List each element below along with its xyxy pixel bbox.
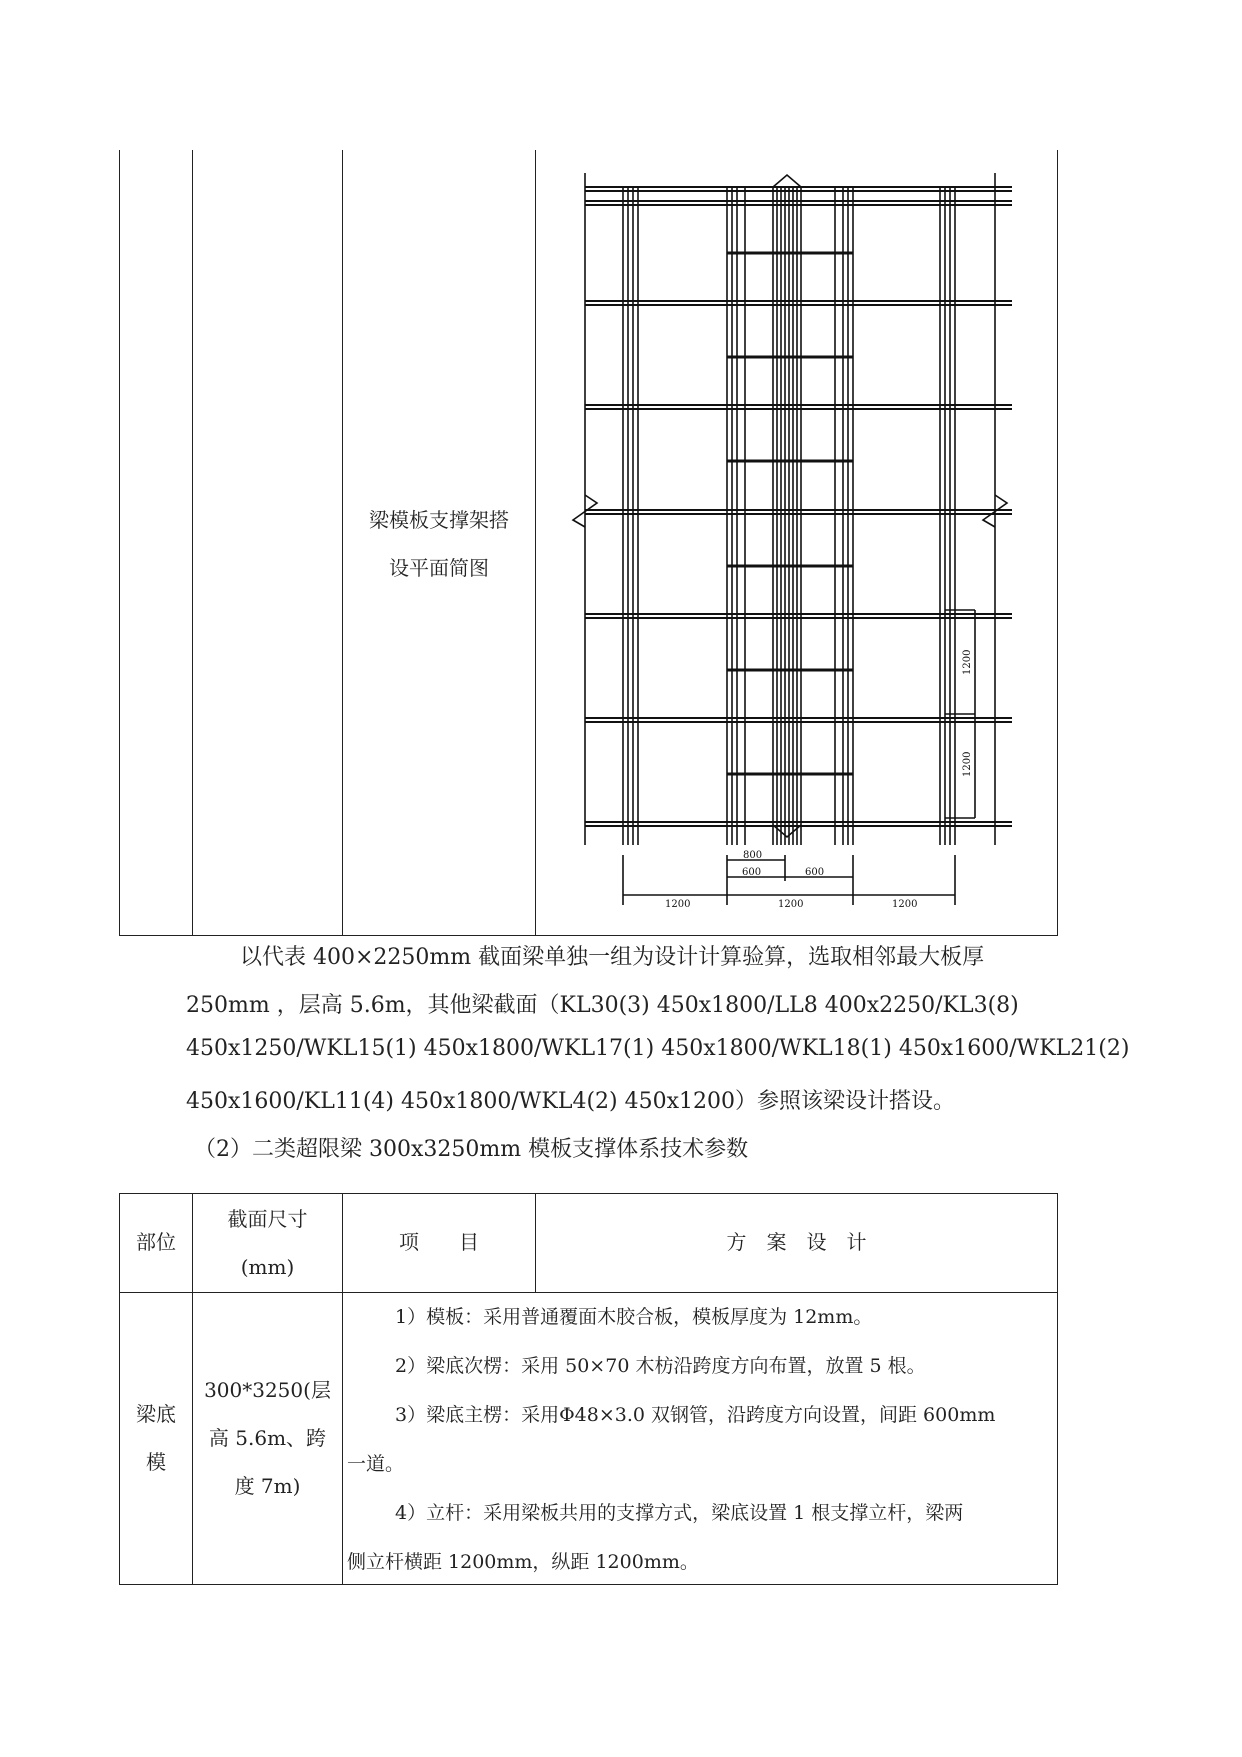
design-line-1: 1）模板：采用普通覆面木胶合板，模板厚度为 12mm。 — [395, 1306, 873, 1328]
row-part-line2: 模 — [146, 1450, 166, 1474]
dim-bottom-2: 1200 — [778, 899, 804, 910]
dim-small-1: 800 — [743, 850, 763, 861]
paragraph-line1: 以代表 400×2250mm 截面梁单独一组为设计计算验算，选取相邻最大板厚 — [240, 945, 985, 970]
dimension-texts — [665, 650, 973, 910]
design-line-5: 4）立杆：采用梁板共用的支撑方式，梁底设置 1 根支撑立杆，梁两 — [395, 1502, 964, 1524]
item-label-line2: 设平面简图 — [389, 556, 489, 580]
paragraph-line3: 450x1250/WKL15(1) 450x1800/WKL17(1) 450x1800/WKL18(1) 450x1600/WKL21(2) — [186, 1036, 1130, 1061]
row-size — [193, 1366, 342, 1510]
design-line-3: 3）梁底主楞：采用Φ48×3.0 双钢管，沿跨度方向设置，间距 600mm — [395, 1404, 996, 1426]
top-table-border-col1 — [192, 150, 193, 935]
table-border-bottom — [119, 1584, 1058, 1585]
header-size — [193, 1195, 342, 1291]
header-size-line2: (mm) — [240, 1255, 295, 1279]
paragraph-line2: 250mm ，层高 5.6m，其他梁截面（KL30(3) 450x1800/LL8 400x2250/KL3(8) — [186, 993, 1019, 1018]
table-border-header — [119, 1292, 1058, 1293]
paragraph-line4: 450x1600/KL11(4) 450x1800/WKL4(2) 450x1200）参照该梁设计搭设。 — [186, 1089, 955, 1114]
top-table-border-bottom — [119, 935, 1058, 936]
dim-small-2: 600 — [742, 867, 762, 878]
bottom-dimension-lines — [623, 855, 955, 905]
drawing-lines — [573, 173, 1012, 905]
top-table-border-col2 — [342, 150, 343, 935]
row-part — [120, 1390, 192, 1486]
row-size-line1: 300*3250(层 — [204, 1378, 331, 1402]
row-part-line1: 梁底 — [136, 1402, 176, 1426]
header-size-line1: 截面尺寸 — [227, 1207, 308, 1231]
dim-bottom-3: 1200 — [892, 899, 918, 910]
top-table-border-col3 — [535, 150, 536, 935]
dim-bottom-1: 1200 — [665, 899, 691, 910]
item-label-line1: 梁模板支撑架搭 — [369, 508, 509, 532]
scaffold-plan-drawing — [555, 165, 1035, 920]
header-part: 部位 — [136, 1230, 176, 1254]
horizontal-ledgers — [585, 187, 1012, 826]
table-border-top — [119, 1193, 1058, 1194]
design-line-4: 一道。 — [347, 1453, 405, 1475]
row-size-line3: 度 7m) — [234, 1474, 301, 1498]
dim-right-2: 1200 — [962, 751, 973, 777]
top-table-border-left — [119, 150, 120, 935]
header-design: 方 案 设 计 — [726, 1230, 867, 1254]
row-size-line2: 高 5.6m、跨 — [208, 1426, 327, 1450]
dim-right-1: 1200 — [962, 649, 973, 675]
table-border-right — [1057, 1193, 1058, 1584]
design-line-6: 侧立杆横距 1200mm，纵距 1200mm。 — [347, 1551, 699, 1573]
top-table-border-right — [1057, 150, 1058, 935]
section-heading: （2）二类超限梁 300x3250mm 模板支撑体系技术参数 — [194, 1137, 749, 1162]
dim-small-3: 600 — [805, 867, 825, 878]
design-line-2: 2）梁底次楞：采用 50×70 木枋沿跨度方向布置，放置 5 根。 — [395, 1355, 926, 1377]
item-label — [350, 496, 528, 592]
header-item: 项 目 — [399, 1230, 479, 1254]
